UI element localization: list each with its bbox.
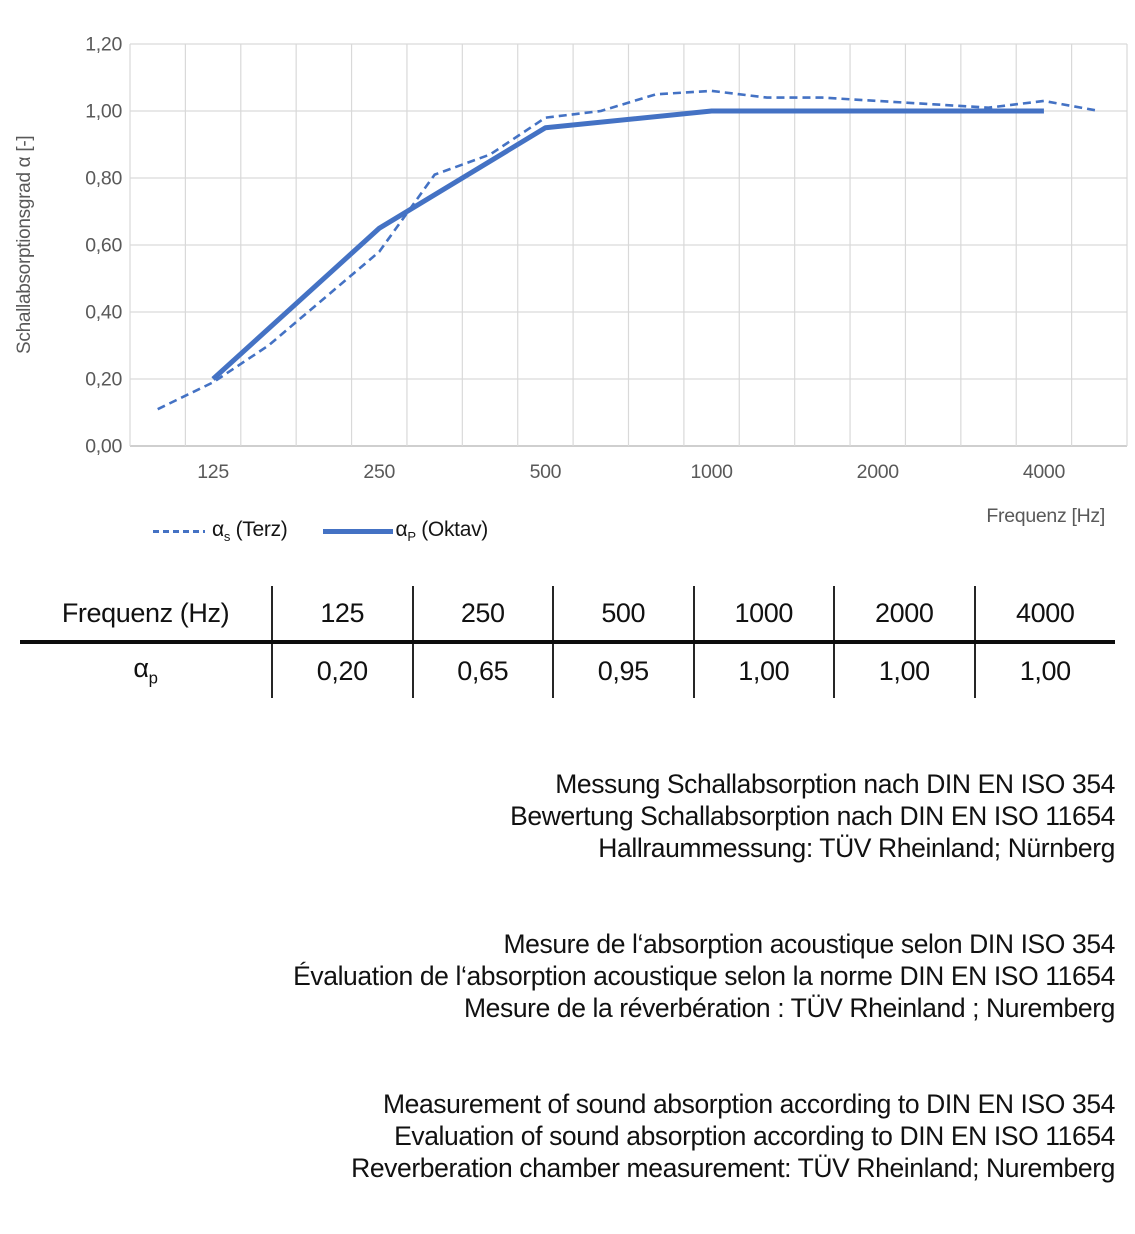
absorption-chart: [0, 0, 1135, 556]
table-header-row: [20, 586, 1115, 642]
table-header-500: 500: [553, 586, 694, 642]
table-header-1000: 1000: [694, 586, 835, 642]
legend-label-terz: $\alpha_s$ (Terz): [212, 518, 288, 545]
note-line: Bewertung Schallabsorption nach DIN EN ISO 11654: [510, 801, 1115, 831]
alpha-p-500: 0,95: [553, 642, 694, 698]
y-tick-label: 0,00: [85, 435, 122, 458]
note-line: Messung Schallabsorption nach DIN EN ISO 354: [555, 769, 1115, 799]
note-line: Mesure de la réverbération : TÜV Rheinland ; Nuremberg: [463, 993, 1115, 1023]
y-tick-label: 1,00: [85, 100, 122, 123]
note-line: Hallraummessung: TÜV Rheinland; Nürnberg: [598, 833, 1115, 863]
y-tick-label: 0,60: [85, 234, 122, 257]
legend-label-oktav: $\alpha_P$ (Oktav): [395, 518, 488, 545]
alpha-p-row-label: $\alpha_p$: [133, 653, 158, 688]
y-axis-title: Schallabsorptionsgrad α [-]: [14, 135, 35, 355]
table-header-250: 250: [413, 586, 554, 642]
absorption-chart-plot: [0, 0, 1135, 500]
note-german: [20, 768, 1115, 864]
note-line: Reverberation chamber measurement: TÜV Rheinland; Nuremberg: [351, 1153, 1115, 1183]
x-tick-label: 250: [363, 461, 396, 483]
note-line: Mesure de l‘absorption acoustique selon DIN ISO 354: [503, 929, 1115, 959]
note-line: Évaluation de l‘absorption acoustique selon la norme DIN EN ISO 11654: [293, 961, 1115, 991]
alpha-p-table: [20, 586, 1115, 698]
terz-dashed-line-sample: [153, 530, 205, 533]
alpha-p-1000: 1,00: [694, 642, 835, 698]
x-tick-label: 1000: [690, 461, 733, 483]
x-tick-label: 4000: [1022, 461, 1066, 483]
x-tick-label: 2000: [856, 461, 899, 483]
note-english: [20, 1088, 1115, 1184]
x-axis-title: Frequenz [Hz]: [986, 505, 1105, 527]
alpha-p-4000: 1,00: [975, 642, 1116, 698]
legend-item-terz: [153, 518, 287, 544]
y-tick-label: 1,20: [85, 33, 122, 56]
alpha-p-125: 0,20: [272, 642, 413, 698]
alpha-p-250: 0,65: [413, 642, 554, 698]
y-tick-label: 0,20: [85, 368, 122, 391]
measurement-notes: [0, 768, 1135, 1184]
y-tick-label: 0,80: [85, 167, 122, 190]
chart-legend: [153, 518, 488, 544]
table-header-125: 125: [272, 586, 413, 642]
y-tick-label: 0,40: [85, 301, 122, 324]
table-header-frequenz: Frequenz (Hz): [20, 586, 272, 642]
alpha-p-2000: 1,00: [834, 642, 975, 698]
oktav-solid-line-sample: [323, 529, 393, 534]
table-header-2000: 2000: [834, 586, 975, 642]
note-line: Measurement of sound absorption according to DIN EN ISO 354: [382, 1089, 1115, 1119]
note-french: [20, 928, 1115, 1024]
table-value-row: [20, 642, 1115, 698]
x-tick-label: 125: [197, 461, 229, 483]
note-line: Evaluation of sound absorption according to DIN EN ISO 11654: [394, 1121, 1115, 1151]
x-tick-label: 500: [529, 461, 562, 483]
table-header-4000: 4000: [975, 586, 1116, 642]
legend-item-oktav: [323, 518, 488, 544]
